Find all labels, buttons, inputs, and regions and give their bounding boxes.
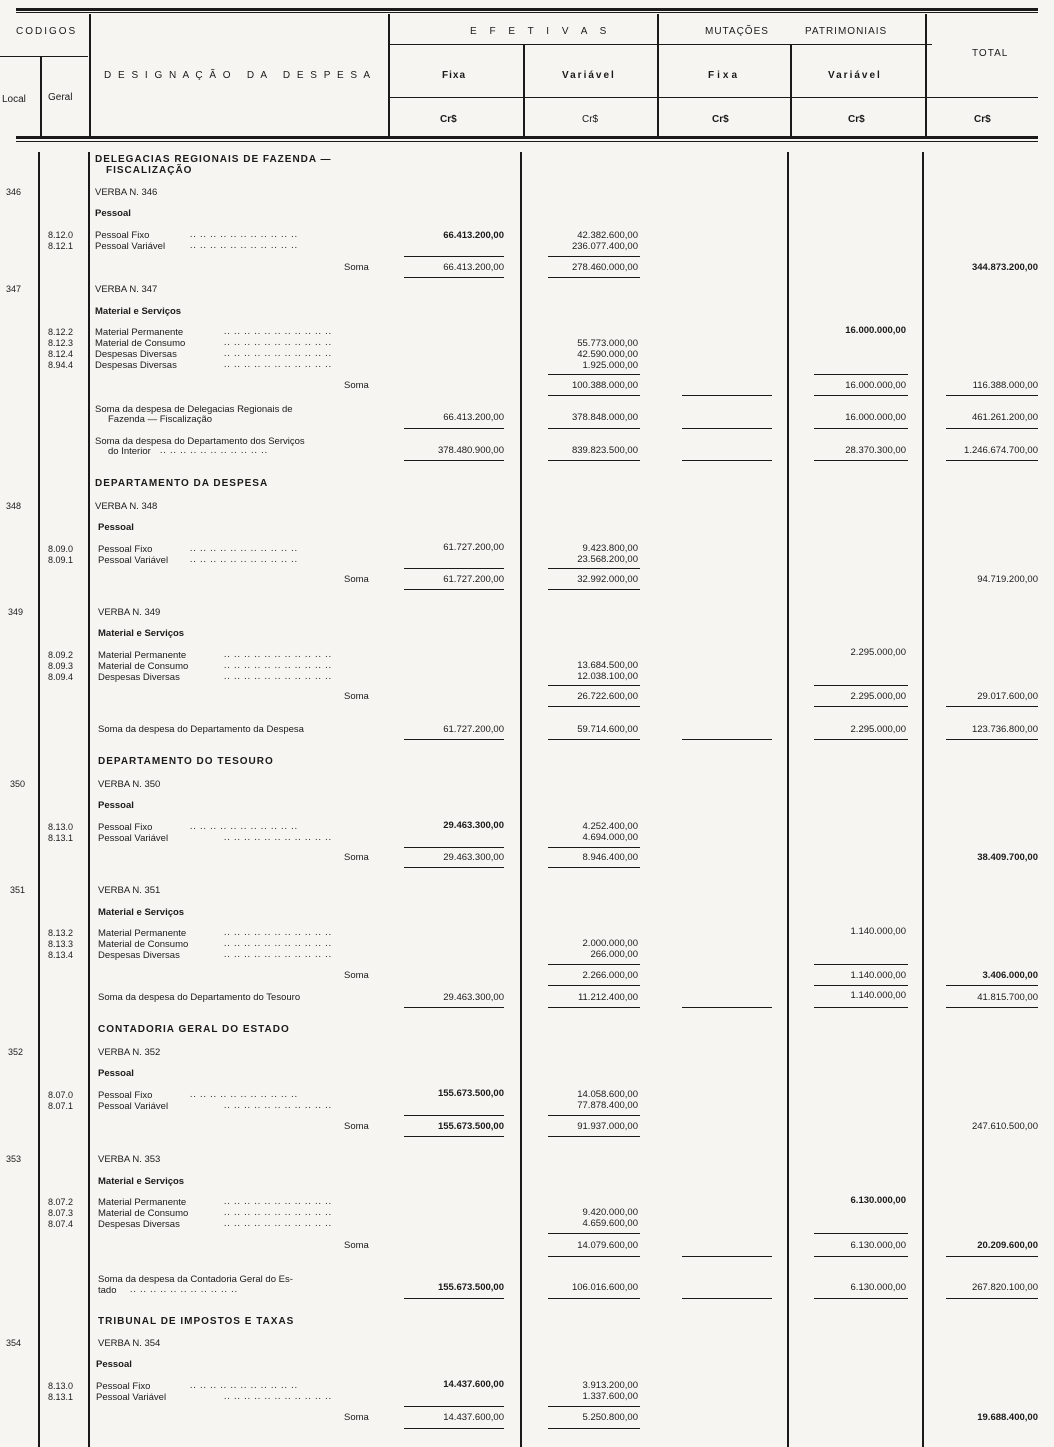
soma-label: Soma xyxy=(344,380,369,391)
row-code: 8.07.3 xyxy=(48,1208,74,1218)
row-label: Pessoal Variável xyxy=(98,1101,169,1112)
verba-label: VERBA N. 352 xyxy=(98,1047,161,1058)
value-evar: 14.058.600,00 xyxy=(577,1089,638,1100)
soma-efixa: 61.727.200,00 xyxy=(443,574,504,585)
dot-leader: .. .. .. .. .. .. .. .. .. .. .. xyxy=(224,939,332,949)
dot-leader: .. .. .. .. .. .. .. .. .. .. .. xyxy=(224,338,332,348)
dot-leader: .. .. .. .. .. .. .. .. .. .. .. xyxy=(190,1090,298,1100)
header-designacao: D E S I G N A Ç Ã O D A D E S P E S A xyxy=(104,70,372,81)
section-title-tesouro: DEPARTAMENTO DO TESOURO xyxy=(98,756,274,767)
subtotal-evar: 378.848.000,00 xyxy=(571,412,638,423)
section-title-contadoria: CONTADORIA GERAL DO ESTADO xyxy=(98,1024,290,1035)
row-label: Material Permanente xyxy=(98,650,187,661)
soma-efixa: 14.437.600,00 xyxy=(443,1412,504,1423)
group-label: Pessoal xyxy=(95,208,131,219)
row-label: Material Permanente xyxy=(98,928,187,939)
value-mvar: 2.295.000,00 xyxy=(850,647,906,658)
row-label: Pessoal Variável xyxy=(95,241,166,252)
verba-label: VERBA N. 346 xyxy=(95,187,158,198)
local-code: 354 xyxy=(6,1338,22,1348)
group-label: Pessoal xyxy=(96,1359,132,1370)
header-bottom-rule xyxy=(16,136,1038,139)
row-label: Pessoal Fixo xyxy=(98,822,153,833)
dot-leader: .. .. .. .. .. .. .. .. .. .. .. xyxy=(224,672,332,682)
dot-leader: .. .. .. .. .. .. .. .. .. .. .. xyxy=(224,928,332,938)
dot-leader: .. .. .. .. .. .. .. .. .. .. .. xyxy=(160,446,268,456)
row-code: 8.13.1 xyxy=(48,1392,74,1402)
local-code: 348 xyxy=(6,501,22,511)
group-label: Material e Serviços xyxy=(98,628,185,639)
value-mvar: 16.000.000,00 xyxy=(845,325,906,336)
subtotal-evar: 839.823.500,00 xyxy=(571,445,638,456)
row-code: 8.09.0 xyxy=(48,544,74,554)
dot-leader: .. .. .. .. .. .. .. .. .. .. .. xyxy=(224,661,332,671)
row-label: Material de Consumo xyxy=(98,1208,189,1219)
subheader-rule xyxy=(390,97,1038,98)
dot-leader: .. .. .. .. .. .. .. .. .. .. .. xyxy=(224,1392,332,1402)
soma-efixa: 155.673.500,00 xyxy=(437,1121,504,1132)
value-efixa: 61.727.200,00 xyxy=(443,542,504,553)
local-code: 349 xyxy=(8,607,24,617)
dot-leader: .. .. .. .. .. .. .. .. .. .. .. xyxy=(224,349,332,359)
row-label: Despesas Diversas xyxy=(98,950,180,961)
local-code: 347 xyxy=(6,284,22,294)
row-label: Pessoal Fixo xyxy=(95,230,150,241)
body-rule-local xyxy=(38,152,40,1447)
section-title-delegacias: DELEGACIAS REGIONAIS DE FAZENDA — xyxy=(95,154,332,165)
row-code: 8.07.2 xyxy=(48,1197,74,1207)
soma-evar: 2.266.000,00 xyxy=(582,970,638,981)
row-code: 8.12.0 xyxy=(48,230,74,240)
col-rule-mvar xyxy=(925,14,927,136)
value-evar: 12.038.100,00 xyxy=(577,671,638,682)
row-label: Pessoal Fixo xyxy=(98,544,153,555)
soma-label: Soma xyxy=(344,1121,369,1132)
value-evar: 3.913.200,00 xyxy=(582,1380,638,1391)
row-code: 8.13.2 xyxy=(48,928,74,938)
value-evar: 1.337.600,00 xyxy=(582,1391,638,1402)
subtotal-mvar: 28.370.300,00 xyxy=(845,445,906,456)
row-label: Despesas Diversas xyxy=(98,672,180,683)
section-title-delegacias-2: FISCALIZAÇÃO xyxy=(106,165,193,176)
value-evar: 236.077.400,00 xyxy=(571,241,638,252)
value-evar: 42.382.600,00 xyxy=(577,230,638,241)
value-evar: 23.568.200,00 xyxy=(577,554,638,565)
dot-leader: .. .. .. .. .. .. .. .. .. .. .. xyxy=(224,833,332,843)
soma-evar: 5.250.800,00 xyxy=(582,1412,638,1423)
value-evar: 4.694.000,00 xyxy=(582,832,638,843)
value-evar: 55.773.000,00 xyxy=(577,338,638,349)
col-rule-efixa xyxy=(523,45,525,136)
row-code: 8.12.1 xyxy=(48,241,74,251)
dot-leader: .. .. .. .. .. .. .. .. .. .. .. xyxy=(224,950,332,960)
dot-leader: .. .. .. .. .. .. .. .. .. .. .. xyxy=(224,1208,332,1218)
row-label: Pessoal Fixo xyxy=(96,1381,151,1392)
group-label: Pessoal xyxy=(98,800,134,811)
dot-leader: .. .. .. .. .. .. .. .. .. .. .. xyxy=(190,822,298,832)
row-code: 8.09.1 xyxy=(48,555,74,565)
row-label: Pessoal Fixo xyxy=(98,1090,153,1101)
group-label: Material e Serviços xyxy=(95,306,182,317)
soma-efixa: 29.463.300,00 xyxy=(443,852,504,863)
local-code: 346 xyxy=(6,187,22,197)
header-group-rule xyxy=(390,44,932,45)
subtotal-efixa: 61.727.200,00 xyxy=(443,724,504,735)
subtotal-label-2: tado xyxy=(98,1285,117,1296)
subtotal-label: Soma da despesa de Delegacias Regionais de xyxy=(95,404,293,415)
subtotal-label-2: Fazenda — Fiscalização xyxy=(108,414,213,425)
dot-leader: .. .. .. .. .. .. .. .. .. .. .. xyxy=(224,1197,332,1207)
soma-mvar: 1.140.000,00 xyxy=(850,970,906,981)
subtotal-total: 41.815.700,00 xyxy=(977,992,1038,1003)
row-code: 8.09.2 xyxy=(48,650,74,660)
row-code: 8.07.4 xyxy=(48,1219,74,1229)
soma-label: Soma xyxy=(344,970,369,981)
subtotal-label: Soma da despesa do Departamento da Despesa xyxy=(98,724,304,735)
row-code: 8.13.0 xyxy=(48,1381,74,1391)
row-code: 8.13.4 xyxy=(48,950,74,960)
subtotal-total: 461.261.200,00 xyxy=(971,412,1038,423)
verba-label: VERBA N. 353 xyxy=(98,1154,161,1165)
row-label: Pessoal Variável xyxy=(98,555,169,566)
subtotal-evar: 59.714.600,00 xyxy=(577,724,638,735)
body-rule-efixa xyxy=(520,152,522,1447)
body-rule-mfixa xyxy=(787,152,789,1447)
dot-leader: .. .. .. .. .. .. .. .. .. .. .. xyxy=(190,544,298,554)
soma-evar: 100.388.000,00 xyxy=(571,380,638,391)
subtotal-mvar: 16.000.000,00 xyxy=(845,412,906,423)
col-rule-local xyxy=(40,56,42,136)
dot-leader: .. .. .. .. .. .. .. .. .. .. .. xyxy=(224,650,332,660)
row-code: 8.12.3 xyxy=(48,338,74,348)
local-code: 350 xyxy=(10,779,26,789)
row-label: Despesas Diversas xyxy=(98,1219,180,1230)
subtotal-efixa: 66.413.200,00 xyxy=(443,412,504,423)
header-efetivas-variavel: Variável xyxy=(562,70,616,81)
row-code: 8.12.2 xyxy=(48,327,74,337)
subtotal-mvar: 2.295.000,00 xyxy=(850,724,906,735)
group-label: Material e Serviços xyxy=(98,907,185,918)
row-label: Material Permanente xyxy=(95,327,184,338)
value-efixa: 66.413.200,00 xyxy=(443,230,504,241)
subtotal-label: Soma da despesa da Contadoria Geral do Es- xyxy=(98,1274,293,1285)
soma-label: Soma xyxy=(344,691,369,702)
value-evar: 1.925.000,00 xyxy=(582,360,638,371)
header-total: TOTAL xyxy=(972,48,1009,59)
row-code: 8.07.1 xyxy=(48,1101,74,1111)
value-mvar: 6.130.000,00 xyxy=(850,1195,906,1206)
currency-mfixa: Cr$ xyxy=(712,114,729,125)
currency-efixa: Cr$ xyxy=(440,114,457,125)
soma-total: 38.409.700,00 xyxy=(977,852,1038,863)
dot-leader: .. .. .. .. .. .. .. .. .. .. .. xyxy=(224,1101,332,1111)
currency-evar: Cr$ xyxy=(582,114,599,125)
codigos-rule xyxy=(0,56,88,57)
header-local: Local xyxy=(2,94,26,105)
row-label: Despesas Diversas xyxy=(95,349,177,360)
row-code: 8.13.1 xyxy=(48,833,74,843)
soma-total: 116.388.000,00 xyxy=(972,380,1038,391)
dot-leader: .. .. .. .. .. .. .. .. .. .. .. xyxy=(224,360,332,370)
group-label: Pessoal xyxy=(98,522,134,533)
header-mutacoes-variavel: Variável xyxy=(828,70,882,81)
verba-label: VERBA N. 350 xyxy=(98,779,161,790)
soma-efixa: 66.413.200,00 xyxy=(443,262,504,273)
row-code: 8.94.4 xyxy=(48,360,74,370)
header-efetivas: E F E T I V A S xyxy=(470,26,612,37)
subtotal-evar: 106.016.600,00 xyxy=(571,1282,638,1293)
soma-mvar: 16.000.000,00 xyxy=(845,380,906,391)
row-code: 8.13.0 xyxy=(48,822,74,832)
soma-evar: 26.722.600,00 xyxy=(577,691,638,702)
verba-label: VERBA N. 348 xyxy=(95,501,158,512)
value-evar: 9.423.800,00 xyxy=(582,543,638,554)
row-code: 8.09.3 xyxy=(48,661,74,671)
col-rule-codes xyxy=(89,14,91,136)
body-rule-mvar xyxy=(922,152,924,1447)
subtotal-efixa: 155.673.500,00 xyxy=(437,1282,504,1293)
soma-label: Soma xyxy=(344,1240,369,1251)
subtotal-mvar: 1.140.000,00 xyxy=(850,990,906,1001)
soma-evar: 91.937.000,00 xyxy=(577,1121,638,1132)
soma-total: 247.610.500,00 xyxy=(971,1121,1038,1132)
col-rule-desc xyxy=(388,14,390,136)
soma-total: 3.406.000,00 xyxy=(982,970,1038,981)
header-geral: Geral xyxy=(48,92,73,103)
local-code: 351 xyxy=(10,885,26,895)
subtotal-label: Soma da despesa do Departamento dos Serviços xyxy=(95,436,305,447)
row-label: Despesas Diversas xyxy=(95,360,177,371)
group-label: Material e Serviços xyxy=(98,1176,185,1187)
soma-label: Soma xyxy=(344,1412,369,1423)
soma-evar: 278.460.000,00 xyxy=(571,262,638,273)
row-code: 8.07.0 xyxy=(48,1090,74,1100)
value-mvar: 1.140.000,00 xyxy=(850,926,906,937)
header-codigos: CODIGOS xyxy=(16,26,78,37)
subtotal-evar: 11.212.400,00 xyxy=(577,992,638,1003)
section-title-despesa: DEPARTAMENTO DA DESPESA xyxy=(95,478,269,489)
header-bottom-rule-2 xyxy=(16,141,1038,142)
value-evar: 42.590.000,00 xyxy=(577,349,638,360)
value-evar: 13.684.500,00 xyxy=(577,660,638,671)
subtotal-total: 123.736.800,00 xyxy=(971,724,1038,735)
group-label: Pessoal xyxy=(98,1068,134,1079)
dot-leader: .. .. .. .. .. .. .. .. .. .. .. xyxy=(190,230,298,240)
row-code: 8.12.4 xyxy=(48,349,74,359)
col-rule-mfixa xyxy=(790,45,792,136)
value-evar: 266.000,00 xyxy=(590,949,638,960)
verba-label: VERBA N. 354 xyxy=(98,1338,161,1349)
subtotal-efixa: 29.463.300,00 xyxy=(443,992,504,1003)
row-label: Material de Consumo xyxy=(98,661,189,672)
local-code: 353 xyxy=(6,1154,22,1164)
verba-label: VERBA N. 347 xyxy=(95,284,158,295)
soma-mvar: 2.295.000,00 xyxy=(850,691,906,702)
subtotal-label: Soma da despesa do Departamento do Tesouro xyxy=(98,992,301,1003)
row-label: Material de Consumo xyxy=(98,939,189,950)
value-efixa: 155.673.500,00 xyxy=(437,1088,504,1099)
subtotal-efixa: 378.480.900,00 xyxy=(437,445,504,456)
soma-total: 19.688.400,00 xyxy=(977,1412,1038,1423)
top-rule xyxy=(16,8,1038,11)
header-patrimoniais: PATRIMONIAIS xyxy=(805,26,888,37)
soma-evar: 32.992.000,00 xyxy=(577,574,638,585)
row-label: Pessoal Variável xyxy=(98,833,169,844)
header-mutacoes: MUTAÇÕES xyxy=(705,26,769,37)
row-label: Pessoal Variável xyxy=(96,1392,167,1403)
dot-leader: .. .. .. .. .. .. .. .. .. .. .. xyxy=(190,241,298,251)
value-efixa: 29.463.300,00 xyxy=(443,820,504,831)
section-title-tribunal: TRIBUNAL DE IMPOSTOS E TAXAS xyxy=(98,1316,295,1327)
top-rule-2 xyxy=(16,12,1038,13)
value-evar: 9.420.000,00 xyxy=(582,1207,638,1218)
value-evar: 77.878.400,00 xyxy=(577,1100,638,1111)
row-label: Material Permanente xyxy=(98,1197,187,1208)
header-efetivas-fixa: Fixa xyxy=(442,70,467,81)
body-rule-codes xyxy=(88,152,90,1447)
subtotal-mvar: 6.130.000,00 xyxy=(850,1282,906,1293)
soma-label: Soma xyxy=(344,262,369,273)
soma-label: Soma xyxy=(344,852,369,863)
soma-total: 20.209.600,00 xyxy=(977,1240,1038,1251)
soma-label: Soma xyxy=(344,574,369,585)
subtotal-label-2: do Interior xyxy=(108,446,151,457)
dot-leader: .. .. .. .. .. .. .. .. .. .. .. xyxy=(190,1381,298,1391)
verba-label: VERBA N. 349 xyxy=(98,607,161,618)
dot-leader: .. .. .. .. .. .. .. .. .. .. .. xyxy=(190,555,298,565)
soma-evar: 8.946.400,00 xyxy=(582,852,638,863)
verba-label: VERBA N. 351 xyxy=(98,885,161,896)
soma-total: 94.719.200,00 xyxy=(977,574,1038,585)
row-code: 8.13.3 xyxy=(48,939,74,949)
dot-leader: .. .. .. .. .. .. .. .. .. .. .. xyxy=(224,1219,332,1229)
subtotal-total: 267.820.100,00 xyxy=(971,1282,1038,1293)
soma-evar: 14.079.600,00 xyxy=(577,1240,638,1251)
dot-leader: .. .. .. .. .. .. .. .. .. .. .. xyxy=(130,1285,238,1295)
dot-leader: .. .. .. .. .. .. .. .. .. .. .. xyxy=(224,327,332,337)
currency-total: Cr$ xyxy=(974,114,991,125)
subtotal-total: 1.246.674.700,00 xyxy=(964,445,1038,456)
row-label: Material de Consumo xyxy=(95,338,186,349)
header-mutacoes-fixa: Fixa xyxy=(708,70,741,81)
row-code: 8.09.4 xyxy=(48,672,74,682)
value-evar: 4.252.400,00 xyxy=(582,821,638,832)
value-efixa: 14.437.600,00 xyxy=(443,1379,504,1390)
col-rule-evar xyxy=(657,14,659,136)
value-evar: 4.659.600,00 xyxy=(582,1218,638,1229)
local-code: 352 xyxy=(8,1047,24,1057)
soma-total: 344.873.200,00 xyxy=(971,262,1038,273)
soma-mvar: 6.130.000,00 xyxy=(850,1240,906,1251)
currency-mvar: Cr$ xyxy=(848,114,865,125)
soma-total: 29.017.600,00 xyxy=(977,691,1038,702)
value-evar: 2.000.000,00 xyxy=(582,938,638,949)
